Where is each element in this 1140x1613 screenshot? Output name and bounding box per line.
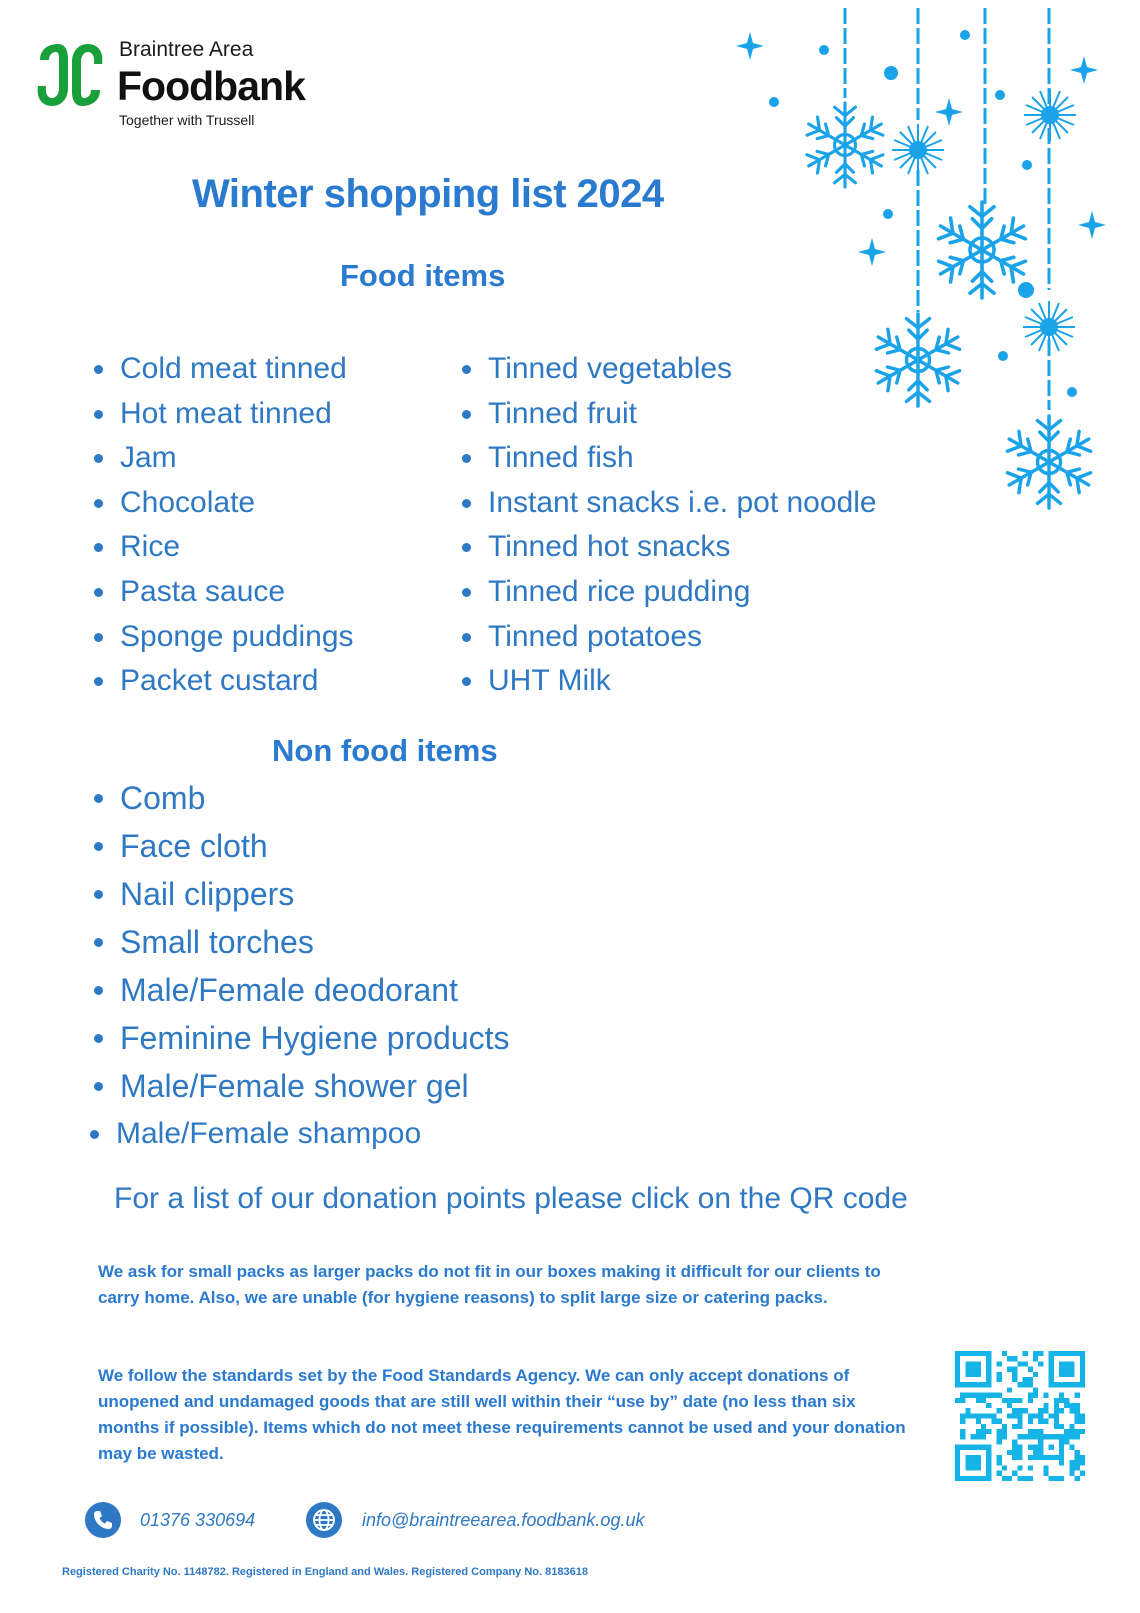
- food-list-right: [462, 347, 877, 704]
- foodbank-logo-icon: [34, 42, 106, 108]
- list-item: Instant snacks i.e. pot noodle: [462, 481, 877, 526]
- logo-org-main: Foodbank: [117, 63, 305, 109]
- logo-tagline: Together with Trussell: [119, 112, 255, 128]
- food-list-left: [94, 347, 354, 704]
- list-item: Sponge puddings: [94, 615, 354, 660]
- non-food-items-heading: Non food items: [272, 733, 498, 768]
- list-item: Nail clippers: [94, 870, 510, 918]
- registration-footer: Registered Charity No. 1148782. Registered in England and Wales. Registered Company No. 8183618: [62, 1566, 588, 1578]
- non-food-list: [94, 774, 510, 1158]
- globe-icon: [306, 1502, 342, 1538]
- donation-points-qr-code[interactable]: [955, 1351, 1085, 1481]
- phone-number[interactable]: 01376 330694: [140, 1510, 256, 1530]
- list-item: Tinned fish: [462, 436, 877, 481]
- list-item: Male/Female shampoo: [90, 1110, 510, 1158]
- list-item: Tinned hot snacks: [462, 525, 877, 570]
- food-standards-note: We follow the standards set by the Food Standards Agency. We can only accept donations of unopened and undamaged goods that are still well within their “use by” date (no less than six months if possible). Items which do not meet these requirements cannot be used and your donation may be wasted.: [98, 1366, 906, 1463]
- list-item: Comb: [94, 774, 510, 822]
- list-item: Tinned fruit: [462, 392, 877, 437]
- list-item: Jam: [94, 436, 354, 481]
- phone-icon: [85, 1502, 121, 1538]
- list-item: Feminine Hygiene products: [94, 1014, 510, 1062]
- list-item: Hot meat tinned: [94, 392, 354, 437]
- list-item: Tinned rice pudding: [462, 570, 877, 615]
- list-item: Cold meat tinned: [94, 347, 354, 392]
- qr-code-prompt: For a list of our donation points please click on the QR code: [114, 1182, 908, 1215]
- small-packs-note: We ask for small packs as larger packs do not fit in our boxes making it difficult for our clients to carry home. Also, we are unable (for hygiene reasons) to split large size or catering packs.: [98, 1262, 881, 1307]
- list-item: Packet custard: [94, 659, 354, 704]
- list-item: Pasta sauce: [94, 570, 354, 615]
- list-item: Small torches: [94, 918, 510, 966]
- list-item: Male/Female deodorant: [94, 966, 510, 1014]
- list-item: UHT Milk: [462, 659, 877, 704]
- list-item: Male/Female shower gel: [94, 1062, 510, 1110]
- logo-org-top: Braintree Area: [119, 38, 254, 61]
- list-item: Rice: [94, 525, 354, 570]
- page-title: Winter shopping list 2024: [192, 172, 664, 216]
- food-items-heading: Food items: [340, 258, 506, 293]
- list-item: Face cloth: [94, 822, 510, 870]
- email-link[interactable]: info@braintreearea.foodbank.og.uk: [362, 1510, 645, 1530]
- list-item: Tinned vegetables: [462, 347, 877, 392]
- list-item: Chocolate: [94, 481, 354, 526]
- list-item: Tinned potatoes: [462, 615, 877, 660]
